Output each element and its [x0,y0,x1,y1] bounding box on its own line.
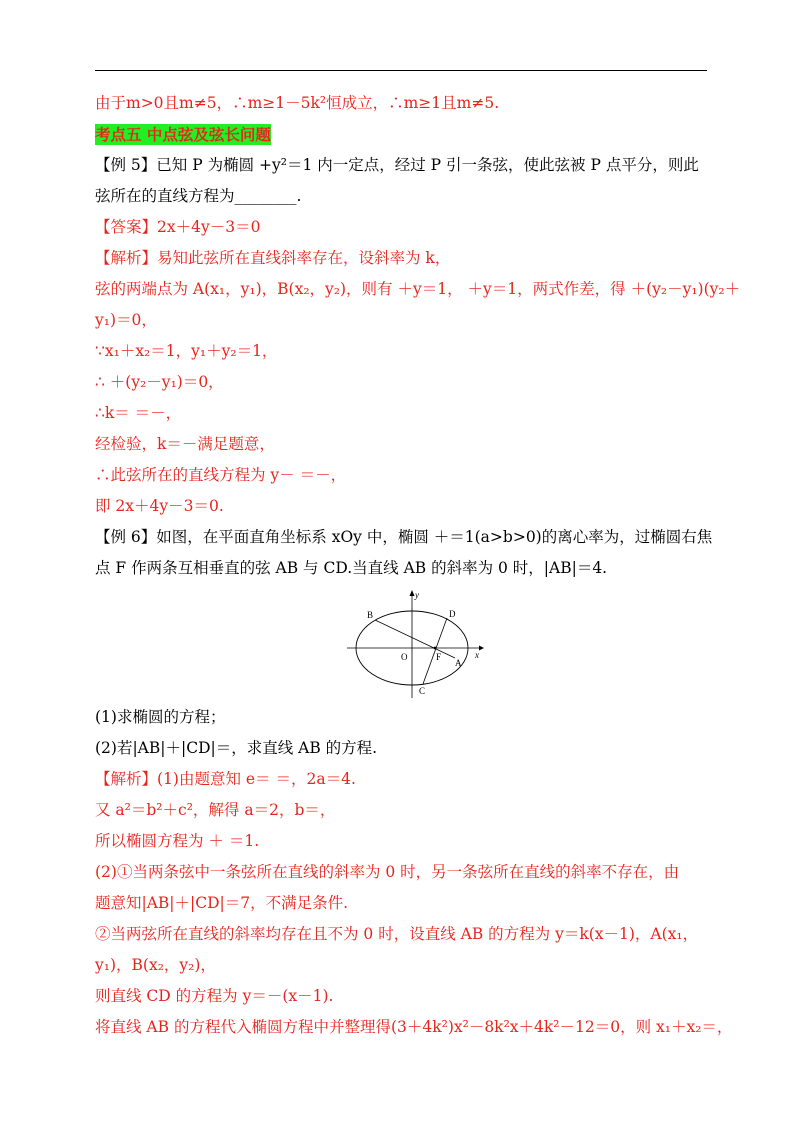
text-line-content: 由于m>0且m≠5，∴m≥1－5k²恒成立，∴m≥1且m≠5. [95,94,500,112]
text-line [95,702,710,733]
text-line-content: ∴ ＋(y₂－y₁)＝0， [95,373,224,391]
label-b: B [367,610,374,620]
ellipse-diagram [345,588,485,700]
text-line-content: 【答案】2x＋4y－3＝0 [95,218,261,236]
label-c: C [419,686,426,696]
text-line [95,212,710,243]
text-line-content: y₁)，B(x₂，y₂)， [95,956,216,974]
text-line [95,398,710,429]
y-axis-arrow [410,590,415,596]
ellipse-figure [95,588,710,700]
text-line-content: 【解析】易知此弦所在直线斜率存在，设斜率为 k， [95,249,451,267]
text-line-content: 弦所在的直线方程为________. [95,187,302,205]
focus-point [434,647,437,650]
chord-cd [423,618,447,684]
text-line [95,553,710,584]
text-line-content: 将直线 AB 的方程代入椭圆方程中并整理得(3＋4k²)x²－8k²x＋4k²－12＝0，则 x₁＋x₂＝， [95,1018,733,1036]
text-line-content: y₁)＝0， [95,311,157,329]
text-line [95,1012,733,1043]
text-line [95,181,710,212]
text-line [95,764,710,795]
text-line-content: 点 F 作两条互相垂直的弦 AB 与 CD.当直线 AB 的斜率为 0 时，|AB|＝4. [95,559,608,577]
label-f: F [436,652,442,662]
text-line-content: (2)若|AB|＋|CD|＝，求直线 AB 的方程. [95,739,378,757]
text-block-1 [95,88,741,584]
text-line-content: ②当两弦所在直线的斜率均存在且不为 0 时，设直线 AB 的方程为 y＝k(x－1)，A(x₁， [95,925,699,943]
text-line [95,888,710,919]
text-line-content: 【例 5】已知 P 为椭圆 +y²＝1 内一定点，经过 P 引一条弦，使此弦被 P 点平分，则此 [95,156,699,174]
text-line [95,795,710,826]
text-line-content: 【例 6】如图，在平面直角坐标系 xOy 中，椭圆 ＋＝1(a>b>0)的离心率为，过椭圆右焦 [95,528,713,546]
text-block-2 [95,702,733,1043]
text-line [95,981,710,1012]
label-a: A [455,658,462,668]
text-line-content: 经检验，k＝－满足题意， [95,435,275,453]
text-line [95,950,710,981]
text-line-content: 弦的两端点为 A(x₁，y₁)，B(x₂，y₂)，则有 ＋y＝1， ＋y＝1，两式作差，得 ＋(y₂－y₁)(y₂＋ [95,280,741,298]
text-line-content: 则直线 CD 的方程为 y＝－(x－1). [95,987,334,1005]
text-line-content: 题意知|AB|＋|CD|＝7，不满足条件. [95,894,349,912]
label-d: D [449,609,456,619]
text-line [95,857,710,888]
text-line-content: 所以椭圆方程为 ＋ ＝1. [95,832,260,850]
text-line-content: 考点五 中点弦及弦长问题 [95,125,271,144]
text-line [95,491,710,522]
text-line-content: ∵x₁＋x₂＝1，y₁＋y₂＝1， [95,342,278,360]
text-line-content: (2)①当两条弦中一条弦所在直线的斜率为 0 时，另一条弦所在直线的斜率不存在，由 [95,863,680,881]
text-line [95,522,713,553]
text-line-content: 【解析】(1)由题意知 e＝ ＝，2a＝4. [95,770,356,788]
text-line [95,119,710,150]
text-line [95,243,710,274]
x-axis-arrow [479,646,484,651]
text-line-content: ∴k＝ ＝－， [95,404,182,422]
text-line-content: 即 2x＋4y－3＝0. [95,497,224,515]
text-line [95,826,710,857]
chord-ab [375,620,455,658]
text-line-content: (1)求椭圆的方程； [95,708,226,726]
text-line [95,429,710,460]
text-line [95,336,710,367]
text-line [95,733,710,764]
label-x: x [475,650,479,660]
text-line [95,367,710,398]
text-line-content: ∴此弦所在的直线方程为 y－ ＝－， [95,466,347,484]
text-line [95,274,741,305]
label-y: y [415,590,419,600]
text-line-content: 又 a²＝b²＋c²，解得 a＝2，b＝， [95,801,336,819]
text-line [95,919,710,950]
text-line [95,460,710,491]
label-o: O [401,652,408,662]
text-line [95,88,710,119]
document-body [95,88,741,1043]
header-rule [95,70,707,71]
text-line [95,150,710,181]
text-line [95,305,710,336]
